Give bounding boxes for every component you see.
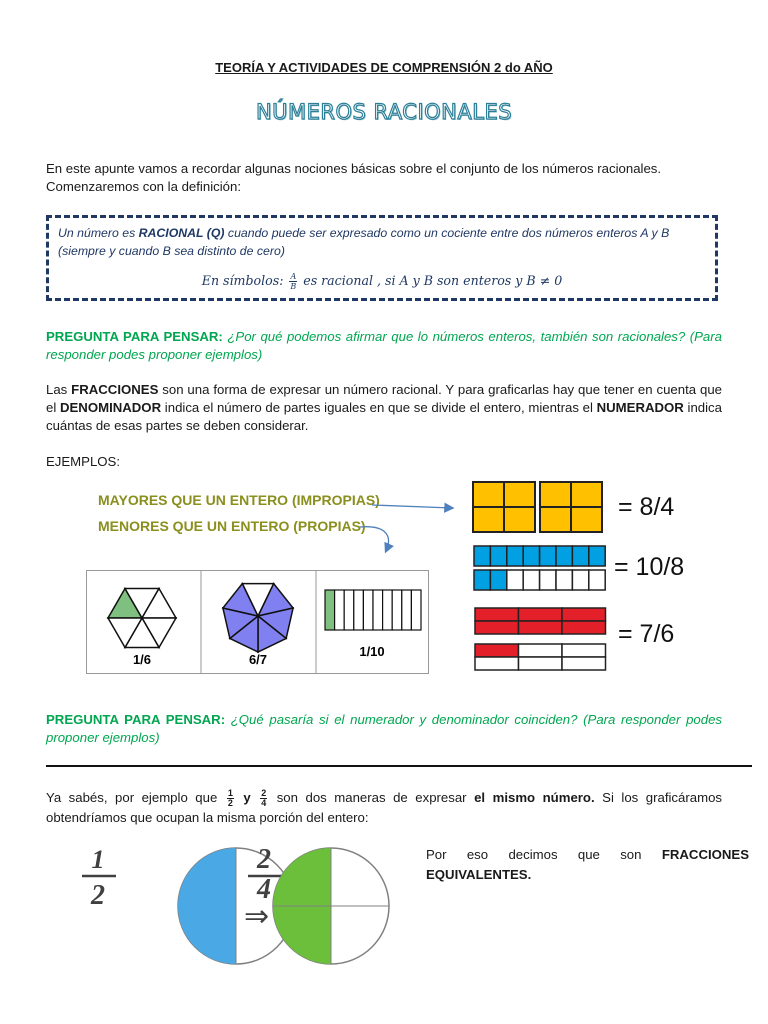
impropias-graphics bbox=[470, 478, 610, 678]
equiv-text-2: son dos maneras de expresar bbox=[269, 790, 475, 805]
grid-cell bbox=[540, 570, 556, 590]
propias-label-3: 1/10 bbox=[359, 644, 385, 659]
intro-line-2: Comenzaremos con la definición: bbox=[46, 179, 241, 194]
fractions-text-1: Las bbox=[46, 382, 72, 397]
circle-1-2-fill bbox=[178, 848, 236, 964]
fractions-bold-2: DENOMINADOR bbox=[59, 400, 162, 415]
page-title: NÚMEROS RACIONALES bbox=[255, 100, 513, 124]
definition-line-2: (siempre y cuando B sea distinto de cero) bbox=[58, 244, 285, 258]
grid-cell bbox=[475, 621, 519, 634]
bar-segment bbox=[373, 590, 383, 630]
fractions-bold-3: NUMERADOR bbox=[596, 400, 684, 415]
question-2-text: ¿Qué pasaría si el numerador y denominador coinciden? (Para responder podes proponer ejemplos) bbox=[46, 712, 722, 745]
equiv-text-1: Ya sabés, por ejemplo que bbox=[46, 790, 225, 805]
equivalent-paragraph bbox=[46, 788, 722, 828]
definition-text bbox=[58, 224, 708, 260]
bar-segment bbox=[354, 590, 364, 630]
definition-post: cuando puede ser expresado como un cociente entre dos números enteros A y B bbox=[224, 226, 670, 240]
equiv-frac-1-den: 2 bbox=[227, 798, 233, 809]
grid-cell bbox=[475, 657, 519, 670]
grid-cell bbox=[562, 657, 606, 670]
grid-cell bbox=[540, 546, 556, 566]
question-1-label: PREGUNTA PARA PENSAR: bbox=[46, 329, 223, 344]
question-1 bbox=[46, 328, 722, 364]
definition-symbols bbox=[46, 272, 718, 291]
bar-segment bbox=[392, 590, 402, 630]
fractions-text-2: son una forma de expresar un número racional. Y para graficarlas hay que tener en cuenta que el bbox=[46, 382, 722, 415]
impropias-eq-1: = 8/4 bbox=[618, 493, 675, 521]
propias-label: MENORES QUE UN ENTERO (PROPIAS) bbox=[98, 518, 366, 534]
propias-label-1: 1/6 bbox=[132, 652, 152, 667]
symbol-fraction-num: A bbox=[290, 272, 297, 281]
grid-10-8 bbox=[474, 546, 605, 590]
arrow-propias bbox=[360, 527, 388, 551]
grid-cell bbox=[474, 570, 490, 590]
grid-cell bbox=[519, 621, 563, 634]
equivalent-note bbox=[426, 845, 749, 885]
label-arrows bbox=[360, 495, 470, 565]
equiv-frac-2-num: 2 bbox=[261, 788, 267, 799]
impropias-eq-3: = 7/6 bbox=[618, 620, 675, 648]
bar-segment bbox=[344, 590, 354, 630]
question-2-label: PREGUNTA PARA PENSAR: bbox=[46, 712, 226, 727]
bar-segment bbox=[325, 590, 335, 630]
definition-bold: RACIONAL (Q) bbox=[138, 226, 225, 240]
question-2 bbox=[46, 711, 722, 747]
equivalent-circles bbox=[76, 836, 406, 976]
grid-cell bbox=[562, 621, 606, 634]
equiv-note-text: Por eso decimos que son bbox=[426, 847, 662, 862]
circle2-den: 4 bbox=[257, 874, 271, 905]
grid-cell bbox=[519, 608, 563, 621]
impropias-label: MAYORES QUE UN ENTERO (IMPROPIAS) bbox=[98, 492, 380, 508]
fractions-text-4: indica cuántas de esas partes se deben considerar. bbox=[46, 400, 722, 433]
grid-cell bbox=[475, 608, 519, 621]
grid-cell bbox=[507, 546, 523, 566]
grid-7-6 bbox=[475, 608, 606, 670]
equiv-text-3: Si los graficáramos obtendríamos que ocupan la misma porción del entero: bbox=[46, 790, 722, 826]
equiv-y: y bbox=[235, 790, 259, 805]
arrow-impropias bbox=[372, 505, 452, 508]
grid-cell bbox=[475, 644, 519, 657]
grid-cell bbox=[589, 546, 605, 566]
bar-segment bbox=[402, 590, 412, 630]
grid-cell bbox=[519, 644, 563, 657]
question-1-text: ¿Por qué podemos afirmar que lo números enteros, también son racionales? (Para responder podes proponer ejemplos) bbox=[46, 329, 722, 362]
equiv-frac-1-num: 1 bbox=[227, 788, 233, 799]
grid-cell bbox=[507, 570, 523, 590]
grid-cell bbox=[589, 570, 605, 590]
document-header: TEORÍA Y ACTIVIDADES DE COMPRENSIÓN 2 do AÑO bbox=[215, 60, 553, 75]
definition-pre: Un número es bbox=[58, 226, 139, 240]
intro-line-1: En este apunte vamos a recordar algunas nociones básicas sobre el conjunto de los números racionales. bbox=[46, 161, 662, 176]
bar-segment bbox=[335, 590, 345, 630]
bar-segment bbox=[411, 590, 421, 630]
bar-segment bbox=[383, 590, 393, 630]
grid-cell bbox=[519, 657, 563, 670]
grid-cell bbox=[523, 570, 539, 590]
propias-panel bbox=[86, 570, 429, 674]
fractions-paragraph bbox=[46, 381, 722, 435]
equiv-frac-2-den: 4 bbox=[261, 798, 267, 809]
grid-cell bbox=[562, 608, 606, 621]
symbol-fraction-den: B bbox=[290, 282, 297, 291]
equiv-bold: el mismo número. bbox=[474, 790, 595, 805]
propias-label-2: 6/7 bbox=[248, 652, 268, 667]
circle1-num: 1 bbox=[91, 845, 105, 874]
grid-cell bbox=[490, 570, 506, 590]
grid-cell bbox=[572, 546, 588, 566]
intro-paragraph bbox=[46, 160, 722, 196]
grid-cell bbox=[523, 546, 539, 566]
bar-1-10 bbox=[325, 590, 421, 630]
grid-cell bbox=[474, 546, 490, 566]
implies-arrow-icon: ⇒ bbox=[244, 899, 270, 934]
examples-label: EJEMPLOS: bbox=[46, 454, 121, 469]
bar-segment bbox=[363, 590, 373, 630]
grid-cell bbox=[556, 546, 572, 566]
symbols-suffix: es racional , si A y B son enteros y B ≠ 0 bbox=[299, 273, 563, 288]
grid-cell bbox=[572, 570, 588, 590]
grid-cell bbox=[490, 546, 506, 566]
symbol-fraction bbox=[289, 272, 297, 291]
grid-cell bbox=[562, 644, 606, 657]
circle1-den: 2 bbox=[91, 880, 105, 911]
equiv-frac-1 bbox=[227, 789, 234, 808]
grid-cell bbox=[556, 570, 572, 590]
grid-8-4 bbox=[473, 482, 602, 532]
fractions-text-3: indica el número de partes iguales en que se divide el entero, mientras el bbox=[161, 400, 597, 415]
fractions-bold-1: FRACCIONES bbox=[71, 382, 159, 397]
circle2-num: 2 bbox=[257, 844, 271, 875]
equiv-note-bold: FRACCIONES EQUIVALENTES. bbox=[426, 847, 749, 882]
impropias-eq-2: = 10/8 bbox=[614, 553, 685, 581]
symbols-prefix: En símbolos: bbox=[201, 273, 288, 288]
section-divider bbox=[46, 765, 752, 767]
equiv-frac-2 bbox=[260, 789, 267, 808]
